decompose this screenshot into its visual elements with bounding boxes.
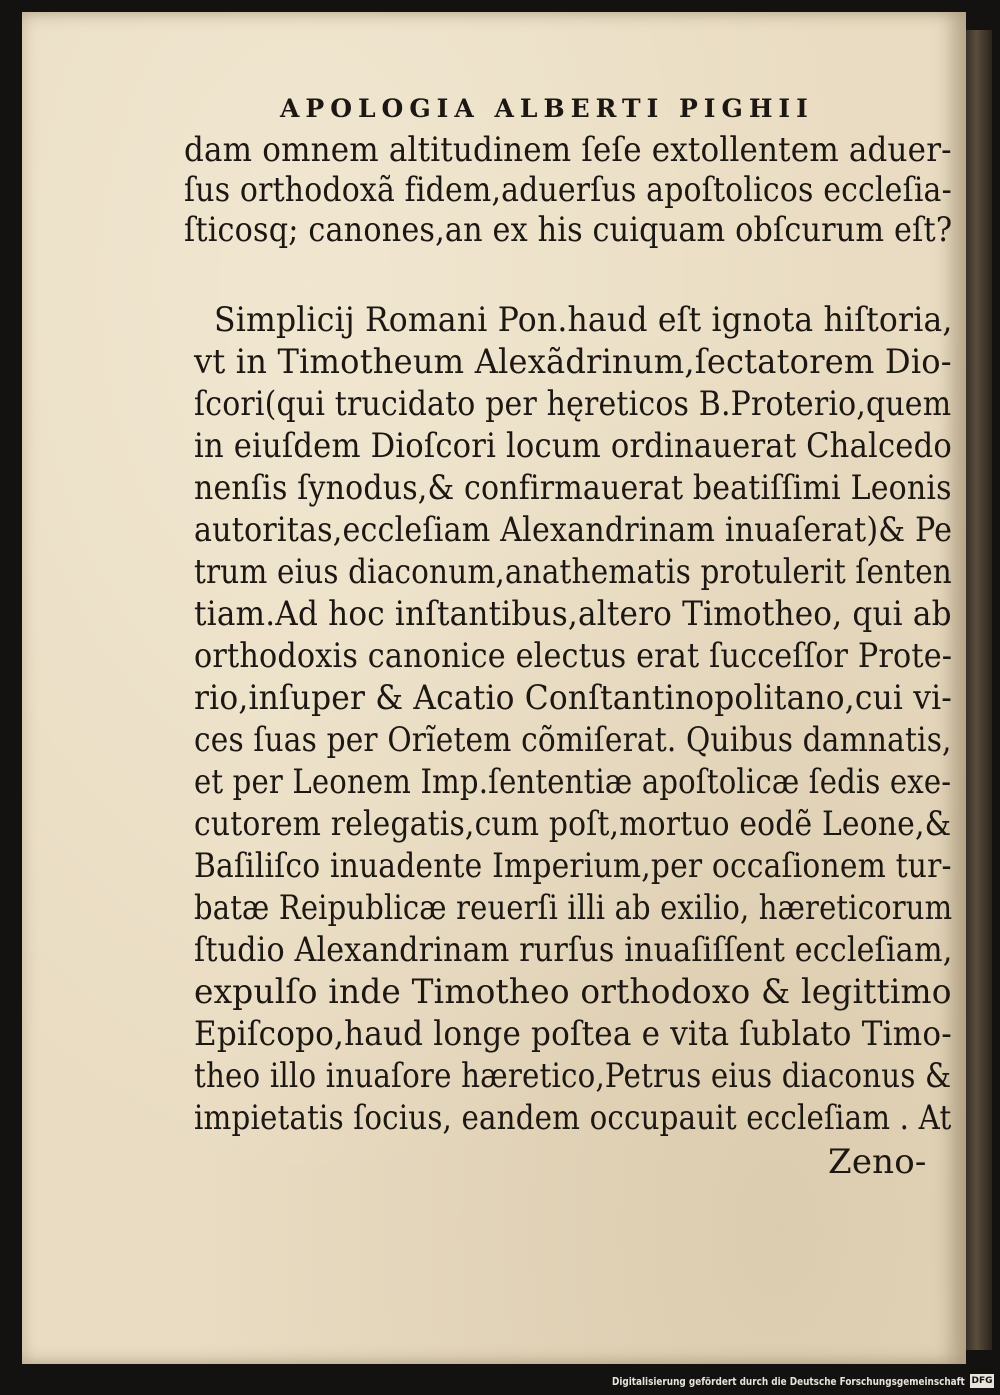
text-line: impietatis ſocius, eandem occupauit eccleſiam . At [194,1098,952,1138]
catchword: Zeno- [828,1142,927,1182]
text-line: Baſiliſco inuadente Imperium,per occaſionem tur- [194,846,952,886]
text-line: trum eius diaconum,anathematis protulerit ſenten [194,552,952,592]
text-line: dam omnem altitudinem ſeſe extollentem aduer- [184,130,952,170]
book-spine-edge [966,30,992,1350]
text-line: et per Leonem Imp.ſententiæ apoſtolicæ ſedis exe- [194,762,952,802]
text-line: theo illo inuaſore hæretico,Petrus eius diaconus & [194,1056,952,1096]
running-head: APOLOGIA ALBERTI PIGHII [280,94,814,123]
text-line: vt in Timotheum Alexãdrinum,ſectatorem Dio- [194,342,952,382]
text-line: ſtudio Alexandrinam rurſus inuaſiſſent eccleſiam, [194,930,953,970]
text-line: orthodoxis canonice electus erat ſucceſſor Prote- [194,636,953,676]
text-line: ſcori(qui trucidato per hęreticos B.Proterio,quem [194,384,952,424]
text-line: batæ Reipublicæ reuerſi illi ab exilio, hæreticorum [194,888,953,928]
book-page [22,12,966,1364]
text-line: in eiuſdem Dioſcori locum ordinauerat Chalcedo [194,426,952,466]
text-line: ſticosq; canones,an ex his cuiquam obſcurum eſt? [184,210,953,250]
text-line: cutorem relegatis,cum poſt,mortuo eodẽ Leone,& [194,804,952,844]
text-line: expulſo inde Timotheo orthodoxo & legittimo [194,972,952,1012]
dfg-logo: DFG [971,1376,993,1386]
text-line: ces ſuas per Orĩetem cõmiſerat. Quibus damnatis, [194,720,952,760]
text-line: ſus orthodoxã fidem,aduerſus apoſtolicos eccleſia- [184,170,952,210]
text-line: rio,inſuper & Acatio Conſtantinopolitano,cui vi- [194,678,953,718]
text-line: Simplicij Romani Pon.haud eſt ignota hiſtoria, [214,300,953,340]
text-line: autoritas,eccleſiam Alexandrinam inuaſerat)& Pe [194,510,953,550]
text-line: tiam.Ad hoc inſtantibus,altero Timotheo, qui ab [194,594,952,634]
digitization-credit: Digitalisierung gefördert durch die Deutsche Forschungsgemeinschaft [612,1375,965,1388]
text-line: nenſis ſynodus,& confirmauerat beatiſſimi Leonis [194,468,952,508]
text-line: Epiſcopo,haud longe poſtea e vita ſublato Timo- [194,1014,952,1054]
